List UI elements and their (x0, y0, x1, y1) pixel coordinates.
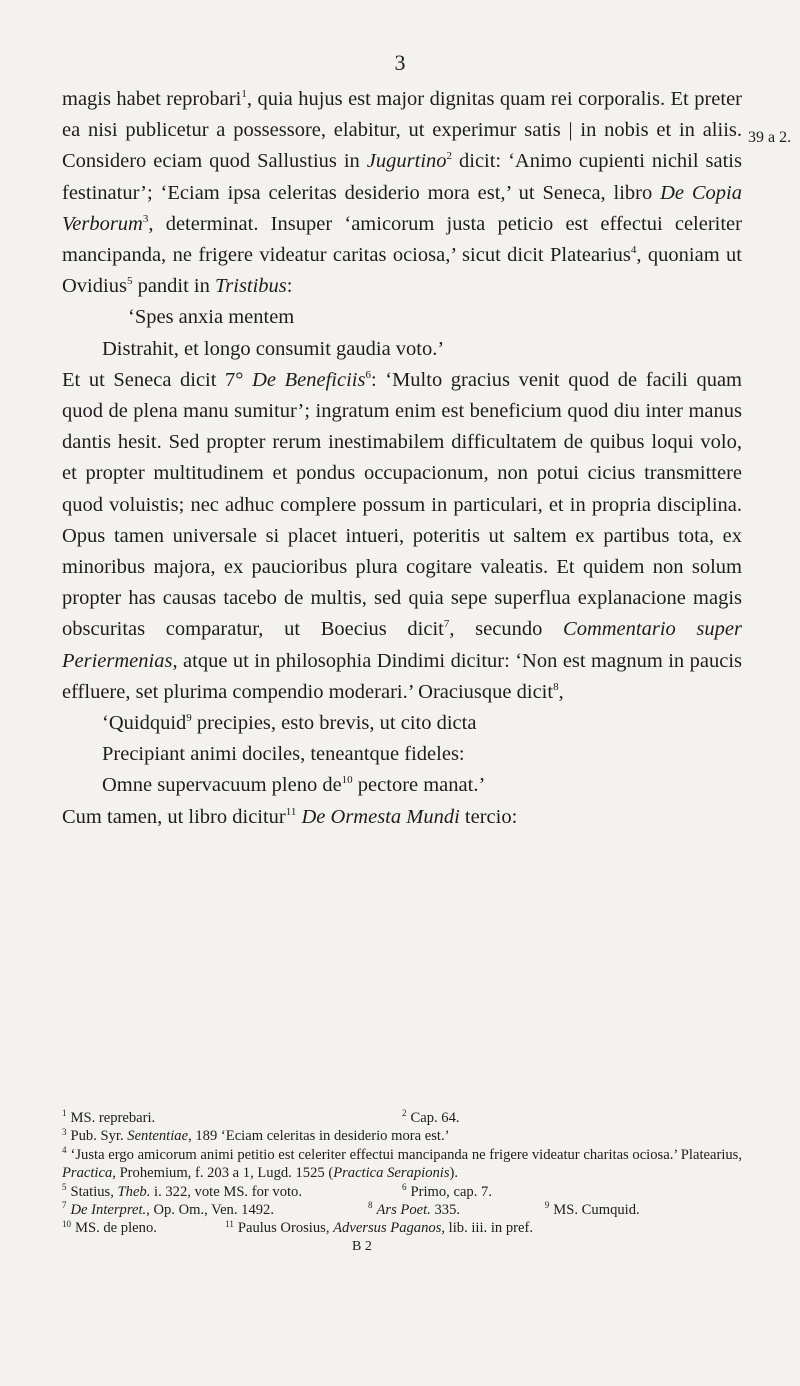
verse-ovid (62, 302, 742, 364)
paragraph-2: Et ut Seneca dicit 7° De Beneficiis$^6$: ‘Multo gracius venit quod de facili quam quod de plena manu sumitur’; ingratum enim est beneficium quod diu inter manus dantis hesit. Sed propter rerum inestimabilem difficultatem de quibus loqui volo, et propter multitudinem et pondus occupacionum, non potui cicius transmittere quod voluistis; nec adhuc complere possum in particulari, et in propria disciplina. Opus tamen universale si placet intueri, poteritis ut saltem ex partibus tota, ex minoribus majora, ex paucioribus plura cogitare valeatis. Et quidem non solum propter has causas tacebo de multis, sed quia sepe superflua explanacione magis obscuritas comparatur, ut Boecius dicit$^7$, secundo Commentario super Periermenias, atque ut in philosophia Dindimi dicitur: ‘Non est magnum in paucis effluere, set plurima compendio moderari.’ Oraciusque dicit$^8$, (62, 368, 743, 703)
footnote-ref-7: 7 (443, 618, 450, 631)
footnote-5: $^5$ Statius, Theb. i. 322, vote MS. for voto. (62, 1181, 302, 1200)
verse-line: Precipiant animi dociles, teneantque fideles: (102, 743, 465, 766)
footnote-1: $^1$ MS. reprebari. (62, 1108, 156, 1126)
verse-horace (62, 708, 742, 802)
footnote-ref-11: 11 (285, 805, 297, 818)
footnote-ref-4: 4 (630, 244, 637, 257)
paragraph-3: Cum tamen, ut libro dicitur$^{11}$ De Ormesta Mundi tercio: (62, 805, 518, 828)
footnote-ref-2: 2 (446, 150, 453, 163)
footnote-ref-8: 8 (553, 681, 559, 694)
verse-line: Distrahit, et longo consumit gaudia voto.’ (102, 337, 445, 360)
verse-line: Omne supervacuum pleno $de^{10}$ pectore manat.’ (102, 774, 486, 797)
footnote-ref-10: 10 (341, 774, 353, 787)
main-text (62, 84, 742, 833)
footnote-ref-5: 5 (126, 275, 133, 288)
footnote-6: $^6$ Primo, cap. 7. (402, 1181, 492, 1200)
verse-line: ‘Quidquid$^9$ precipies, esto brevis, ut cito dicta (102, 712, 477, 735)
footnote-2: $^2$ Cap. 64. (402, 1108, 460, 1126)
footnote-7: $^7$ De Interpret., Op. Om., Ven. 1492. (62, 1200, 274, 1219)
footnote-3: $^3$ Pub. Syr. Sententiae, 189 ‘Eciam celeritas in desiderio mora est.’ (62, 1126, 450, 1145)
footnote-ref-1: 1 (241, 88, 247, 101)
paragraph-1: magis habet reprobari$^1$, quia hujus est major dignitas quam rei corporalis. Et preter ea nisi publicetur a possessore, elabitur, ut experimur satis | in nobis et in aliis. Considero eciam quod Sallustius in Jugurtino$^2$ dicit: ‘Animo cupienti nichil satis festinatur’; ‘Eciam ipsa celeritas desiderio mora est,’ ut Seneca, libro De Copia Verborum$^3$, determinat. Insuper ‘amicorum justa peticio est effectui celeriter mancipanda, ne frigere videatur caritas ociosa,’ sicut dicit Platearius$^4$, quoniam ut Ovidius$^5$ pandit in Tristibus: (62, 88, 743, 298)
footnote-10: $^{10}$ MS. de pleno. (62, 1218, 157, 1237)
footnote-ref-9: 9 (186, 712, 192, 725)
footnote-8: $^8$ Ars Poet. 335. (368, 1200, 461, 1219)
footnote-4: $^4$ ‘Justa ergo amicorum animi petitio est celeriter effectui mancipanda ne frigere videatur charitas ociosa.’ Platearius, Practica, Prohemium, f. 203 a 1, Lugd. 1525 (Practica Serapionis). (62, 1144, 742, 1182)
footnote-ref-3: 3 (142, 212, 149, 225)
page-number: 3 (394, 50, 406, 75)
footnote-11: $^{11}$ Paulus Orosius, Adversus Paganos, lib. iii. in pref. (225, 1218, 533, 1237)
footnotes (62, 1109, 742, 1256)
signature-mark: B 2 (352, 1238, 372, 1254)
footnote-9: $^9$ MS. Cumquid. (544, 1200, 640, 1219)
footnote-ref-6: 6 (365, 369, 371, 381)
margin-note: 39 a 2. (748, 129, 792, 146)
verse-line: ‘Spes anxia mentem (128, 306, 295, 329)
